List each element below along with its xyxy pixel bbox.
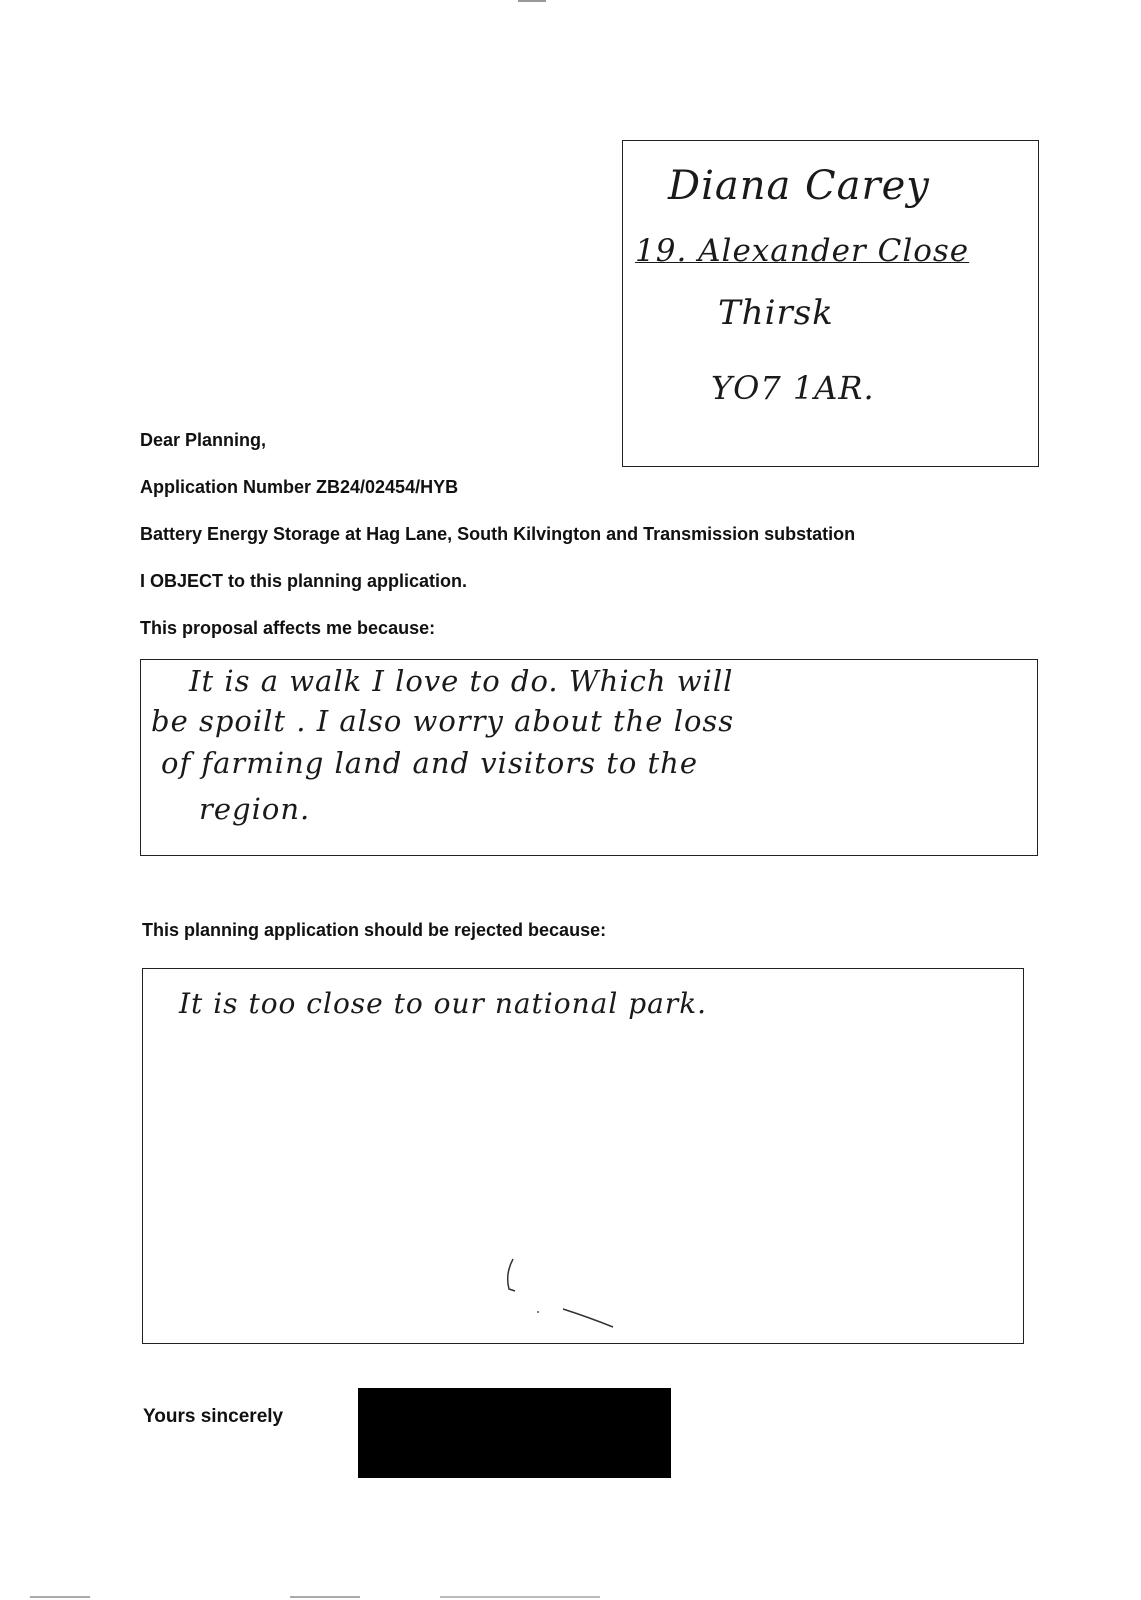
application-number: Application Number ZB24/02454/HYB — [140, 477, 459, 497]
redacted-signature — [358, 1388, 671, 1478]
affects-response-box — [140, 659, 1038, 856]
rejected-heading: This planning application should be rejected because: — [142, 920, 607, 940]
affects-line-1: It is a walk I love to do. Which will — [189, 664, 734, 698]
affects-heading: This proposal affects me because: — [140, 618, 436, 638]
affects-line-4: region. — [199, 792, 311, 826]
sender-street: 19. Alexander Close — [635, 233, 970, 269]
pen-stroke-marks — [143, 969, 1025, 1345]
scan-mark-bottom-left — [30, 1596, 90, 1598]
scan-mark-top — [518, 0, 546, 2]
rejected-response-box — [142, 968, 1024, 1344]
address-box — [622, 140, 1039, 467]
rejected-text: It is too close to our national park. — [179, 987, 708, 1020]
closing: Yours sincerely — [143, 1406, 284, 1427]
proposal-subject: Battery Energy Storage at Hag Lane, South Kilvington and Transmission substation — [140, 524, 856, 544]
affects-line-2: be spoilt . I also worry about the loss — [151, 704, 735, 738]
salutation: Dear Planning, — [140, 430, 267, 450]
scan-mark-bottom-right — [440, 1596, 600, 1598]
affects-line-3: of farming land and visitors to the — [161, 746, 699, 780]
sender-town: Thirsk — [718, 293, 834, 333]
objection-statement: I OBJECT to this planning application. — [140, 571, 468, 591]
scan-mark-bottom-mid — [290, 1596, 360, 1598]
sender-name: Diana Carey — [668, 163, 930, 209]
sender-postcode: YO7 1AR. — [711, 369, 875, 407]
